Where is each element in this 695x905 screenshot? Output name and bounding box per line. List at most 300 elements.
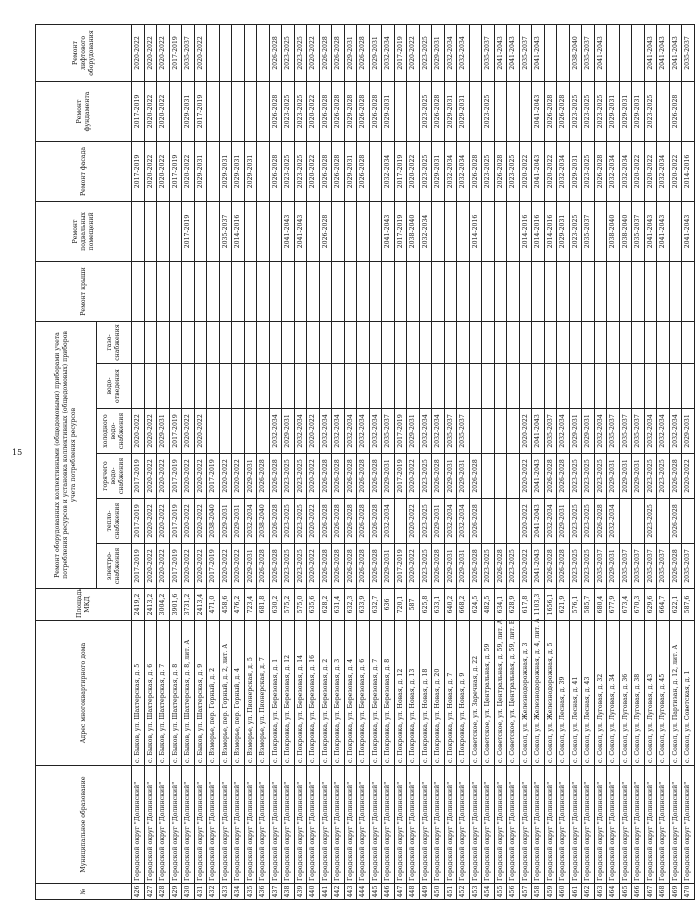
table-row [657, 24, 670, 899]
cell-gas [607, 321, 620, 363]
cell-water [244, 409, 257, 454]
header-address: Адрес многоквартирного дома [36, 621, 132, 766]
table-row [307, 24, 320, 899]
cell-foundation: 2017-2019 [132, 81, 145, 141]
cell-facade: 2032-2034 [382, 141, 395, 201]
cell-roof [294, 261, 307, 321]
cell-heat: 2026-2028 [344, 499, 357, 544]
table-row [332, 24, 345, 899]
cell-municipality: Городской округ "Долинский" [482, 766, 495, 884]
cell-municipality: Городской округ "Долинский" [257, 766, 270, 884]
cell-area: 680,4 [594, 589, 607, 621]
header-hotwater: горячего водо-снабжения [97, 454, 132, 499]
cell-electro: 2035-2037 [644, 544, 657, 589]
cell-foundation: 2020-2022 [144, 81, 157, 141]
cell-address: с. Сокол, ул. Лесная, д. 43 [582, 621, 595, 766]
cell-area: 664,7 [657, 589, 670, 621]
cell-elevators: 2020-2022 [407, 24, 420, 81]
cell-gas [294, 321, 307, 363]
cell-water: 2029-2031 [569, 409, 582, 454]
cell-heat: 2026-2028 [357, 499, 370, 544]
cell-elevators: 2032-2034 [444, 24, 457, 81]
cell-gas [182, 321, 195, 363]
rotated-table-container [35, 25, 691, 900]
cell-basement [357, 201, 370, 261]
cell-foundation: 2023-2025 [644, 81, 657, 141]
page-number: 15 [12, 448, 23, 457]
cell-elevators: 2029-2031 [369, 24, 382, 81]
cell-municipality: Городской округ "Долинский" [494, 766, 507, 884]
header-gas: газо-снабжения [97, 321, 132, 363]
cell-num: 461 [569, 884, 582, 900]
cell-basement [594, 201, 607, 261]
cell-heat: 2041-2043 [532, 499, 545, 544]
cell-elevators [607, 24, 620, 81]
table-row [157, 24, 170, 899]
cell-heat [619, 499, 632, 544]
cell-gas [207, 321, 220, 363]
cell-sewer [244, 364, 257, 409]
cell-gas [682, 321, 695, 363]
cell-foundation [207, 81, 220, 141]
cell-address: с. Сокол, ул. Луговая, д. 32 [594, 621, 607, 766]
cell-hotwater: 2026-2028 [669, 454, 682, 499]
cell-gas [569, 321, 582, 363]
table-row [432, 24, 445, 899]
cell-foundation: 2029-2031 [607, 81, 620, 141]
cell-roof [357, 261, 370, 321]
cell-gas [244, 321, 257, 363]
cell-heat: 2020-2022 [519, 499, 532, 544]
cell-roof [382, 261, 395, 321]
cell-elevators: 2026-2028 [357, 24, 370, 81]
cell-hotwater: 2026-2028 [332, 454, 345, 499]
cell-electro: 2041-2043 [532, 544, 545, 589]
cell-sewer [594, 364, 607, 409]
cell-elevators: 2032-2034 [382, 24, 395, 81]
cell-heat: 2029-2031 [557, 499, 570, 544]
cell-num: 469 [669, 884, 682, 900]
cell-address: с. Советское, ул. Центральная, д. 59 [482, 621, 495, 766]
cell-municipality: Городской округ "Долинский" [219, 766, 232, 884]
cell-hotwater: 2023-2025 [594, 454, 607, 499]
cell-municipality: Городской округ "Долинский" [244, 766, 257, 884]
cell-roof [144, 261, 157, 321]
cell-gas [269, 321, 282, 363]
cell-foundation: 2026-2028 [557, 81, 570, 141]
cell-num: 452 [457, 884, 470, 900]
cell-area: 677,9 [607, 589, 620, 621]
cell-foundation [219, 81, 232, 141]
cell-foundation: 2023-2025 [582, 81, 595, 141]
cell-address: с. Покровка, ул. Новая, д. 7 [444, 621, 457, 766]
cell-elevators: 2035-2037 [519, 24, 532, 81]
cell-basement: 2029-2031 [557, 201, 570, 261]
cell-basement [444, 201, 457, 261]
cell-basement: 2041-2043 [657, 201, 670, 261]
cell-facade: 2023-2025 [419, 141, 432, 201]
cell-basement [269, 201, 282, 261]
table-row [669, 24, 682, 899]
cell-gas [194, 321, 207, 363]
cell-elevators: 2041-2043 [594, 24, 607, 81]
cell-sewer [444, 364, 457, 409]
cell-electro: 2026-2028 [557, 544, 570, 589]
cell-municipality: Городской округ "Долинский" [344, 766, 357, 884]
cell-electro: 2023-2025 [294, 544, 307, 589]
cell-gas [444, 321, 457, 363]
cell-heat: 2026-2028 [369, 499, 382, 544]
cell-electro: 2026-2028 [369, 544, 382, 589]
cell-roof [607, 261, 620, 321]
cell-address: с. Сокол, ул. Луговая, д. 36 [619, 621, 632, 766]
cell-municipality: Городской округ "Долинский" [132, 766, 145, 884]
cell-electro: 2029-2031 [444, 544, 457, 589]
cell-foundation: 2023-2025 [294, 81, 307, 141]
header-foundation: Ремонт фундамента [36, 81, 132, 141]
cell-water: 2020-2022 [182, 409, 195, 454]
cell-electro: 2026-2028 [344, 544, 357, 589]
cell-hotwater: 2023-2025 [657, 454, 670, 499]
cell-gas [157, 321, 170, 363]
cell-num: 448 [407, 884, 420, 900]
cell-foundation: 2026-2028 [332, 81, 345, 141]
cell-area: 617,8 [519, 589, 532, 621]
cell-basement [207, 201, 220, 261]
cell-gas [419, 321, 432, 363]
cell-gas [519, 321, 532, 363]
cell-roof [332, 261, 345, 321]
cell-address: с. Покровка, ул. Новая, д. 13 [407, 621, 420, 766]
cell-municipality: Городской округ "Долинский" [557, 766, 570, 884]
table-row [457, 24, 470, 899]
cell-roof [457, 261, 470, 321]
cell-num: 434 [232, 884, 245, 900]
cell-area: 633,1 [432, 589, 445, 621]
cell-facade: 2026-2028 [594, 141, 607, 201]
cell-gas [457, 321, 470, 363]
cell-gas [332, 321, 345, 363]
cell-basement: 2038-2040 [619, 201, 632, 261]
cell-address: с. Покровка, ул. Березовая, д. 2 [319, 621, 332, 766]
cell-heat: 2020-2022 [407, 499, 420, 544]
cell-elevators [557, 24, 570, 81]
cell-heat: 2029-2031 [232, 499, 245, 544]
cell-municipality: Городской округ "Долинский" [394, 766, 407, 884]
cell-elevators: 2029-2031 [344, 24, 357, 81]
cell-water: 2017-2019 [169, 409, 182, 454]
cell-hotwater: 2020-2022 [144, 454, 157, 499]
cell-basement [482, 201, 495, 261]
table-row [382, 24, 395, 899]
cell-basement: 2026-2028 [319, 201, 332, 261]
cell-facade [207, 141, 220, 201]
cell-sewer [282, 364, 295, 409]
cell-sewer [232, 364, 245, 409]
cell-facade: 2041-2043 [532, 141, 545, 201]
cell-elevators: 2017-2019 [169, 24, 182, 81]
cell-hotwater: 2023-2025 [582, 454, 595, 499]
cell-heat: 2020-2022 [194, 499, 207, 544]
cell-area: 575,0 [294, 589, 307, 621]
cell-area: 587 [407, 589, 420, 621]
cell-gas [594, 321, 607, 363]
cell-facade: 2029-2031 [432, 141, 445, 201]
cell-basement [144, 201, 157, 261]
cell-gas [507, 321, 520, 363]
cell-num: 442 [332, 884, 345, 900]
cell-water: 2032-2034 [269, 409, 282, 454]
table-row [244, 24, 257, 899]
cell-electro: 2026-2028 [432, 544, 445, 589]
cell-hotwater: 2020-2022 [157, 454, 170, 499]
cell-heat [494, 499, 507, 544]
cell-basement [169, 201, 182, 261]
cell-hotwater: 2023-2025 [282, 454, 295, 499]
cell-area: 670,3 [632, 589, 645, 621]
cell-elevators [469, 24, 482, 81]
cell-facade: 2020-2022 [307, 141, 320, 201]
cell-address: с. Быков, ул. Шахтерская, д. 7 [157, 621, 170, 766]
cell-address: с. Советское, ул. Центральная, д. 59, лит. Б [507, 621, 520, 766]
cell-heat: 2017-2019 [169, 499, 182, 544]
cell-elevators: 2026-2028 [319, 24, 332, 81]
cell-roof [132, 261, 145, 321]
cell-heat: 2038-2040 [207, 499, 220, 544]
cell-hotwater: 2020-2022 [219, 454, 232, 499]
cell-water [494, 409, 507, 454]
cell-basement [132, 201, 145, 261]
cell-electro: 2020-2022 [194, 544, 207, 589]
cell-heat [507, 499, 520, 544]
cell-electro: 2017-2019 [394, 544, 407, 589]
header-num: № [36, 884, 132, 900]
cell-municipality: Городской округ "Долинский" [457, 766, 470, 884]
table-row [682, 24, 695, 899]
cell-water: 2032-2034 [332, 409, 345, 454]
cell-municipality: Городской округ "Долинский" [519, 766, 532, 884]
cell-electro: 2026-2028 [494, 544, 507, 589]
table-row [619, 24, 632, 899]
cell-municipality: Городской округ "Долинский" [269, 766, 282, 884]
cell-address: с. Покровка, ул. Березовая, д. 7 [369, 621, 382, 766]
cell-num: 466 [632, 884, 645, 900]
header-elevators: Ремонт лифтового оборудования [36, 24, 132, 81]
cell-facade: 2026-2028 [319, 141, 332, 201]
cell-roof [369, 261, 382, 321]
cell-sewer [382, 364, 395, 409]
cell-basement [369, 201, 382, 261]
cell-gas [369, 321, 382, 363]
cell-elevators [544, 24, 557, 81]
cell-heat: 2026-2028 [594, 499, 607, 544]
cell-heat: 2023-2025 [582, 499, 595, 544]
cell-num: 468 [657, 884, 670, 900]
cell-foundation: 2026-2028 [357, 81, 370, 141]
cell-address: с. Взморье, ул. Пионерская, д. 5 [244, 621, 257, 766]
header-roof: Ремонт крыши [36, 261, 132, 321]
cell-water: 2032-2034 [357, 409, 370, 454]
cell-foundation: 2041-2043 [532, 81, 545, 141]
cell-sewer [394, 364, 407, 409]
cell-elevators: 2035-2037 [182, 24, 195, 81]
cell-num: 426 [132, 884, 145, 900]
cell-num: 449 [419, 884, 432, 900]
cell-water [469, 409, 482, 454]
cell-foundation: 2029-2031 [457, 81, 470, 141]
cell-roof [644, 261, 657, 321]
table-header [36, 24, 132, 899]
cell-heat: 2023-2025 [282, 499, 295, 544]
cell-heat [657, 499, 670, 544]
cell-area: 625,8 [419, 589, 432, 621]
table-row [282, 24, 295, 899]
table-row [494, 24, 507, 899]
cell-basement: 2023-2025 [569, 201, 582, 261]
cell-water: 2029-2031 [157, 409, 170, 454]
cell-basement [457, 201, 470, 261]
table-row [219, 24, 232, 899]
cell-area: 458,6 [219, 589, 232, 621]
cell-water: 2017-2019 [394, 409, 407, 454]
cell-foundation [519, 81, 532, 141]
cell-sewer [369, 364, 382, 409]
cell-municipality: Городской округ "Долинский" [319, 766, 332, 884]
cell-electro: 2023-2025 [282, 544, 295, 589]
cell-area: 476,2 [232, 589, 245, 621]
cell-municipality: Городской округ "Долинский" [619, 766, 632, 884]
cell-hotwater: 2029-2031 [444, 454, 457, 499]
cell-area: 673,4 [619, 589, 632, 621]
cell-water: 2029-2031 [282, 409, 295, 454]
cell-roof [257, 261, 270, 321]
cell-sewer [319, 364, 332, 409]
header-meters-group: Ремонт оборудованных коллективными (общедомовыми) приборами учета потребления ресурсов и установка коллективных (общедомовых) приборов учета потребления ресурсов [36, 321, 97, 588]
cell-foundation: 2023-2025 [594, 81, 607, 141]
cell-gas [319, 321, 332, 363]
cell-sewer [582, 364, 595, 409]
cell-num: 428 [157, 884, 170, 900]
cell-address: с. Сокол, ул. Советская, д. 1 [682, 621, 695, 766]
cell-electro: 2026-2028 [257, 544, 270, 589]
cell-facade: 2020-2022 [519, 141, 532, 201]
cell-hotwater: 2026-2028 [269, 454, 282, 499]
cell-electro: 2026-2028 [544, 544, 557, 589]
cell-num: 470 [682, 884, 695, 900]
cell-heat: 2029-2031 [219, 499, 232, 544]
cell-foundation: 2026-2028 [269, 81, 282, 141]
cell-facade: 2029-2031 [219, 141, 232, 201]
cell-roof [507, 261, 520, 321]
cell-num: 440 [307, 884, 320, 900]
cell-elevators [619, 24, 632, 81]
cell-facade: 2020-2022 [157, 141, 170, 201]
cell-basement: 2017-2019 [182, 201, 195, 261]
cell-municipality: Городской округ "Долинский" [144, 766, 157, 884]
cell-roof [582, 261, 595, 321]
cell-foundation: 2026-2028 [319, 81, 332, 141]
cell-municipality: Городской округ "Долинский" [332, 766, 345, 884]
table-row [407, 24, 420, 899]
cell-elevators: 2020-2022 [307, 24, 320, 81]
cell-roof [494, 261, 507, 321]
cell-municipality: Городской округ "Долинский" [569, 766, 582, 884]
cell-area: 633,9 [357, 589, 370, 621]
table-row [169, 24, 182, 899]
cell-sewer [144, 364, 157, 409]
cell-foundation [507, 81, 520, 141]
cell-foundation: 2029-2028 [344, 81, 357, 141]
cell-facade: 2014-2016 [682, 141, 695, 201]
cell-municipality: Городской округ "Долинский" [294, 766, 307, 884]
cell-water: 2035-2037 [382, 409, 395, 454]
cell-roof [407, 261, 420, 321]
cell-sewer [482, 364, 495, 409]
cell-basement: 2035-2037 [632, 201, 645, 261]
cell-elevators [632, 24, 645, 81]
table-row [194, 24, 207, 899]
cell-num: 445 [369, 884, 382, 900]
cell-area: 635,6 [307, 589, 320, 621]
cell-heat: 2026-2028 [469, 499, 482, 544]
table-row [257, 24, 270, 899]
cell-water: 2029-2031 [682, 409, 695, 454]
cell-water: 2032-2034 [432, 409, 445, 454]
cell-gas [657, 321, 670, 363]
cell-address: с. Покровка, ул. Новая, д. 9 [457, 621, 470, 766]
cell-address: с. Покровка, ул. Новая, д. 18 [419, 621, 432, 766]
cell-address: с. Покровка, ул. Березовая, д. 14 [294, 621, 307, 766]
cell-area: 632,3 [344, 589, 357, 621]
cell-water: 2029-2031 [582, 409, 595, 454]
cell-roof [594, 261, 607, 321]
cell-roof [282, 261, 295, 321]
cell-sewer [182, 364, 195, 409]
cell-num: 435 [244, 884, 257, 900]
cell-electro: 2026-2028 [669, 544, 682, 589]
cell-num: 436 [257, 884, 270, 900]
cell-roof [682, 261, 695, 321]
cell-num: 465 [619, 884, 632, 900]
cell-address: с. Покровка, ул. Березовая, д. 3 [332, 621, 345, 766]
cell-basement: 2014-2016 [532, 201, 545, 261]
cell-address: с. Быков, ул. Шахтерская, д. 9 [194, 621, 207, 766]
cell-roof [344, 261, 357, 321]
cell-sewer [332, 364, 345, 409]
cell-num: 450 [432, 884, 445, 900]
cell-hotwater: 2023-2025 [294, 454, 307, 499]
cell-elevators: 2038-2040 [569, 24, 582, 81]
cell-area: 1656,1 [544, 589, 557, 621]
cell-hotwater: 2017-2019 [394, 454, 407, 499]
cell-roof [194, 261, 207, 321]
cell-area: 1103,3 [532, 589, 545, 621]
cell-electro: 2023-2025 [569, 544, 582, 589]
cell-elevators: 2026-2028 [332, 24, 345, 81]
cell-sewer [669, 364, 682, 409]
cell-basement: 2035-2037 [582, 201, 595, 261]
table-row [632, 24, 645, 899]
cell-area: 629,6 [644, 589, 657, 621]
cell-num: 457 [519, 884, 532, 900]
cell-foundation [244, 81, 257, 141]
cell-basement: 2014-2016 [232, 201, 245, 261]
cell-municipality: Городской округ "Долинский" [544, 766, 557, 884]
cell-water: 2035-2037 [457, 409, 470, 454]
cell-electro: 2020-2022 [519, 544, 532, 589]
cell-facade: 2020-2022 [632, 141, 645, 201]
cell-address: с. Взморье, пер. Горный, д. 2, лит. А [219, 621, 232, 766]
